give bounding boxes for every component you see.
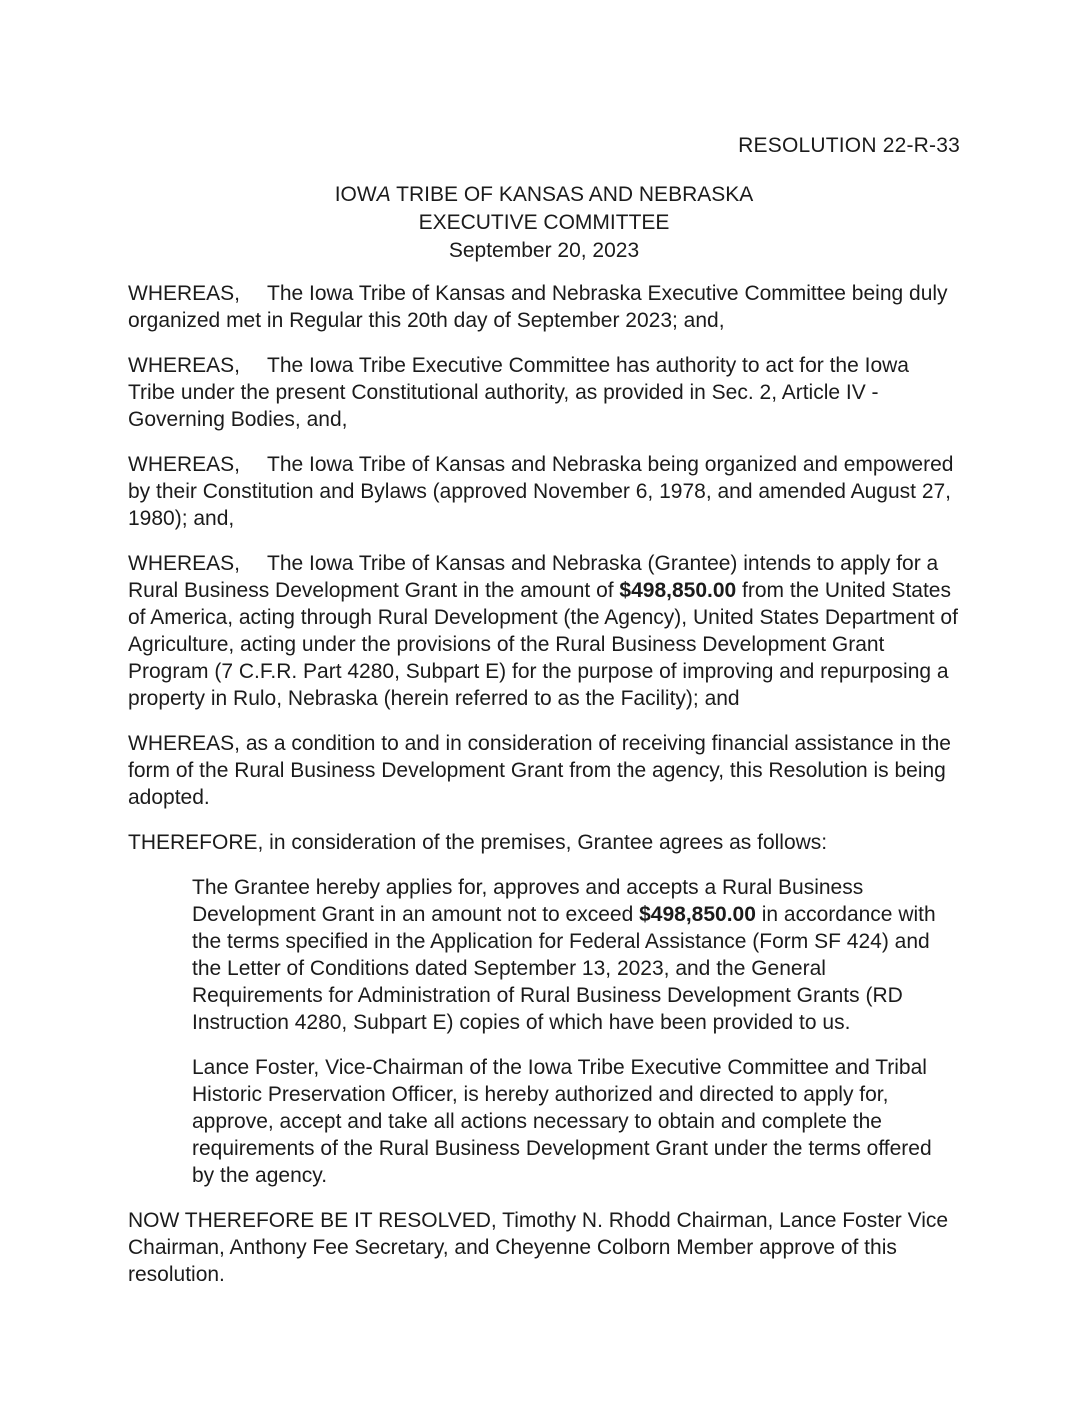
whereas-text: The Iowa Tribe of Kansas and Nebraska Executive Committee being duly organized met in Regular this 20th day of September 2023; and, xyxy=(128,282,948,332)
document-title xyxy=(128,181,960,265)
title-tribe-pre: IOW xyxy=(334,183,377,206)
title-line-tribe xyxy=(128,181,960,209)
grant-amount: $498,850.00 xyxy=(619,579,737,602)
title-line-date: September 20, 2023 xyxy=(448,239,640,262)
whereas-text-post: from the United States of America, acting through Rural Development (the Agency), United States Department of Agriculture, acting under the provisions of the Rural Business Development Grant Program (7 C.F.R. Part 4280, Subpart E) for the purpose of improving and repurposing a property in Rulo, Nebraska (herein referred to as the Facility); and xyxy=(128,579,958,710)
whereas-label: WHEREAS, xyxy=(128,282,241,305)
whereas-clause-3 xyxy=(128,451,960,532)
whereas-text-pre: The Iowa Tribe of Kansas and Nebraska (Grantee) intends to apply for a Rural Business Development Grant in the amount of xyxy=(128,552,939,602)
resolved-clause: NOW THEREFORE BE IT RESOLVED, Timothy N. Rhodd Chairman, Lance Foster Vice Chairman, Anthony Fee Secretary, and Cheyenne Colborn Member approve of this resolution. xyxy=(128,1209,949,1286)
whereas-clause-1 xyxy=(128,280,960,334)
agreement-text-pre: The Grantee hereby applies for, approves and accepts a Rural Business Development Grant in an amount not to exceed xyxy=(192,876,864,926)
agreement-text-post: in accordance with the terms specified in the Application for Federal Assistance (Form SF 424) and the Letter of Conditions dated September 13, 2023, and the General Requirements for Administration of Rural Business Development Grants (RD Instruction 4280, Subpart E) copies of which have been provided to us. xyxy=(192,903,936,1034)
therefore-clause: THEREFORE, in consideration of the premises, Grantee agrees as follows: xyxy=(128,831,828,854)
whereas-clause-4 xyxy=(128,550,960,712)
title-tribe-rest: TRIBE OF KANSAS AND NEBRASKA xyxy=(390,183,754,206)
resolution-number: RESOLUTION 22-R-33 xyxy=(738,134,960,157)
whereas-clause-5: WHEREAS, as a condition to and in consideration of receiving financial assistance in the form of the Rural Business Development Grant from the agency, this Resolution is being adopted. xyxy=(128,732,951,809)
agreement-item-2: Lance Foster, Vice-Chairman of the Iowa Tribe Executive Committee and Tribal Historic Preservation Officer, is hereby authorized and directed to apply for, approve, accept and take all actions necessary to obtain and complete the requirements of the Rural Business Development Grant under the terms offered by the agency. xyxy=(192,1056,932,1187)
whereas-text: The Iowa Tribe of Kansas and Nebraska being organized and empowered by their Constitution and Bylaws (approved November 6, 1978, and amended August 27, 1980); and, xyxy=(128,453,954,530)
whereas-clause-2 xyxy=(128,352,960,433)
whereas-label: WHEREAS, xyxy=(128,552,241,575)
whereas-text: The Iowa Tribe Executive Committee has authority to act for the Iowa Tribe under the present Constitutional authority, as provided in Sec. 2, Article IV - Governing Bodies, and, xyxy=(128,354,909,431)
whereas-label: WHEREAS, xyxy=(128,453,241,476)
grant-amount: $498,850.00 xyxy=(639,903,756,926)
title-tribe-italic-a: A xyxy=(376,183,391,206)
title-line-committee: EXECUTIVE COMMITTEE xyxy=(418,211,670,234)
whereas-label: WHEREAS, xyxy=(128,354,241,377)
agreement-item-1 xyxy=(192,874,958,1036)
